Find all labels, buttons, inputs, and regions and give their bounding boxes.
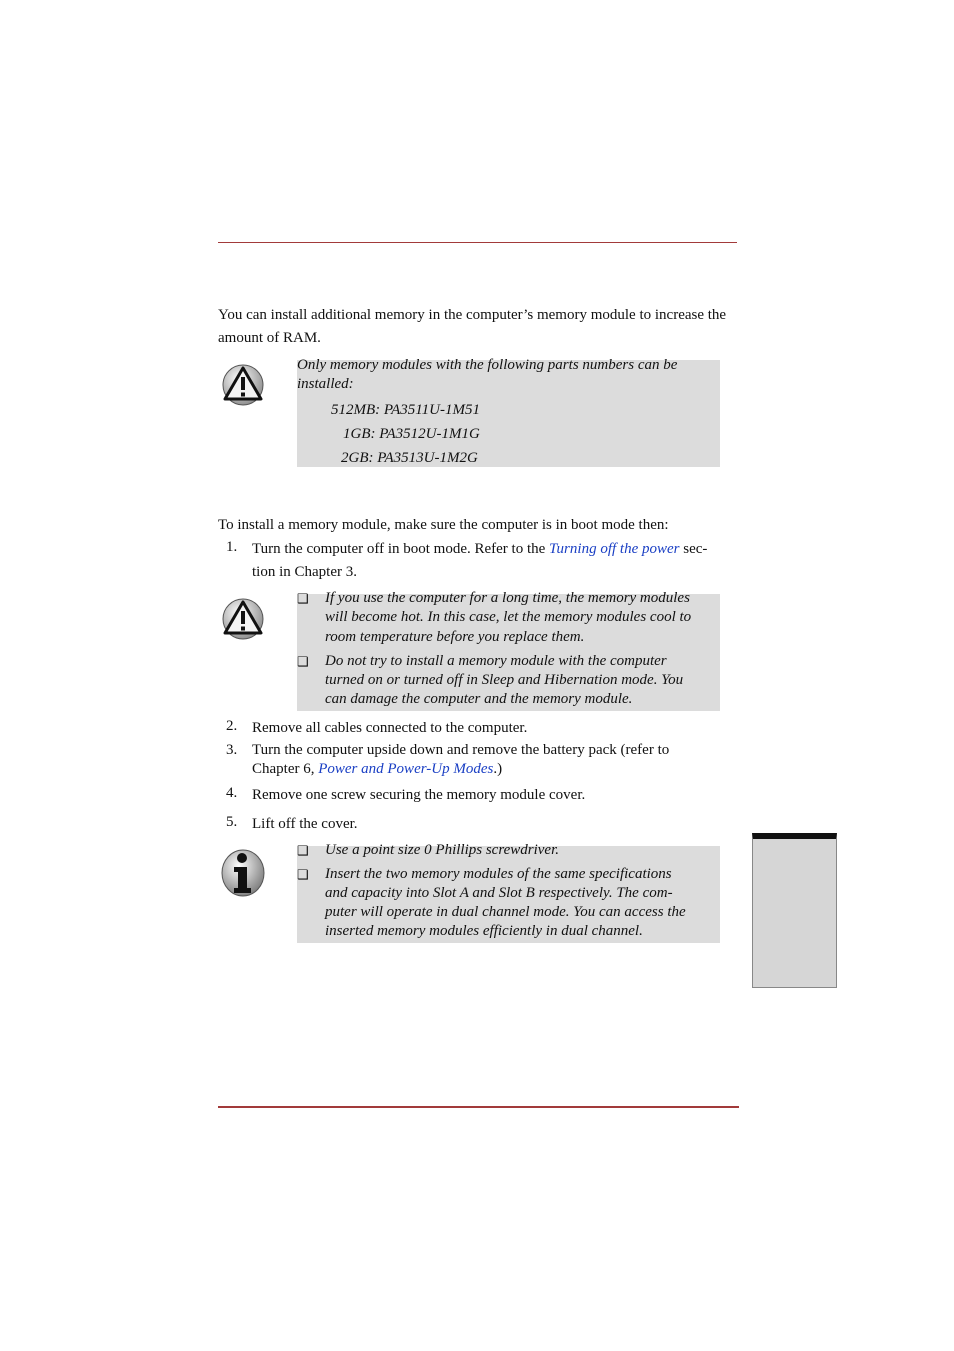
link-power-modes[interactable]: Power and Power-Up Modes <box>318 761 494 777</box>
install-intro: To install a memory module, make sure the computer is in boot mode then: <box>218 517 669 533</box>
bullet-icon: ❑ <box>297 843 309 858</box>
header-rule <box>218 242 737 243</box>
info-icon <box>220 848 266 898</box>
note-line: can damage the computer and the memory module. <box>325 691 633 707</box>
step-text: sec- <box>679 541 708 557</box>
bullet-icon: ❑ <box>297 654 309 669</box>
note-parts <box>297 357 720 467</box>
note-line: Do not try to install a memory module with the computer <box>325 653 667 669</box>
chapter-side-tab <box>752 833 837 988</box>
note-item <box>297 652 720 712</box>
link-turning-off-power[interactable]: Turning off the power <box>549 541 680 557</box>
part-512mb: 512MB: PA3511U-1M51 <box>331 402 481 418</box>
note-item <box>297 589 720 649</box>
step-number: 2. <box>226 718 238 734</box>
note-item <box>297 841 720 861</box>
bullet-icon: ❑ <box>297 867 309 882</box>
note-line: puter will operate in dual channel mode. You can access the <box>325 904 686 920</box>
step-2: Remove all cables connected to the computer. <box>252 720 528 736</box>
caution-icon <box>221 597 265 641</box>
footer-rule <box>218 1106 739 1108</box>
intro-paragraph: You can install additional memory in the computer’s memory module to increase the amount of RAM. <box>218 307 727 346</box>
part-1gb: 1GB: PA3512U-1M1G <box>343 426 480 442</box>
note-item <box>297 865 720 943</box>
step-1-cont: tion in Chapter 3. <box>252 564 357 580</box>
note-line: Use a point size 0 Phillips screwdriver. <box>325 842 560 858</box>
note-install-tips <box>297 842 720 943</box>
step-number: 4. <box>226 785 238 801</box>
note-line: will become hot. In this case, let the memory modules cool to <box>325 609 692 625</box>
part-2gb: 2GB: PA3513U-1M2G <box>341 450 478 466</box>
step-4: Remove one screw securing the memory module cover. <box>252 787 586 803</box>
note-line: turned on or turned off in Sleep and Hibernation mode. You <box>325 672 684 688</box>
bullet-icon: ❑ <box>297 591 309 606</box>
note-line: If you use the computer for a long time, the memory modules <box>325 590 690 606</box>
step-1 <box>252 538 742 561</box>
step-3 <box>252 741 669 779</box>
note-line: inserted memory modules efficiently in dual channel. <box>325 923 643 939</box>
note-heat <box>297 590 720 711</box>
step-text: Turn the computer upside down and remove the battery pack (refer to <box>252 742 670 758</box>
step-number: 3. <box>226 742 238 758</box>
step-text: Turn the computer off in boot mode. Refer to the <box>252 541 550 557</box>
note-line: Insert the two memory modules of the same specifications <box>325 866 672 882</box>
note-line: and capacity into Slot A and Slot B respectively. The com- <box>325 885 673 901</box>
step-number: 5. <box>226 814 238 830</box>
caution-icon <box>221 363 265 407</box>
note-line: room temperature before you replace them. <box>325 629 585 645</box>
step-text: .) <box>493 761 503 777</box>
note-parts-lead: Only memory modules with the following parts numbers can be installed: <box>297 357 678 392</box>
step-number: 1. <box>226 539 238 555</box>
step-5: Lift off the cover. <box>252 816 358 832</box>
step-text: Chapter 6, <box>252 761 319 777</box>
